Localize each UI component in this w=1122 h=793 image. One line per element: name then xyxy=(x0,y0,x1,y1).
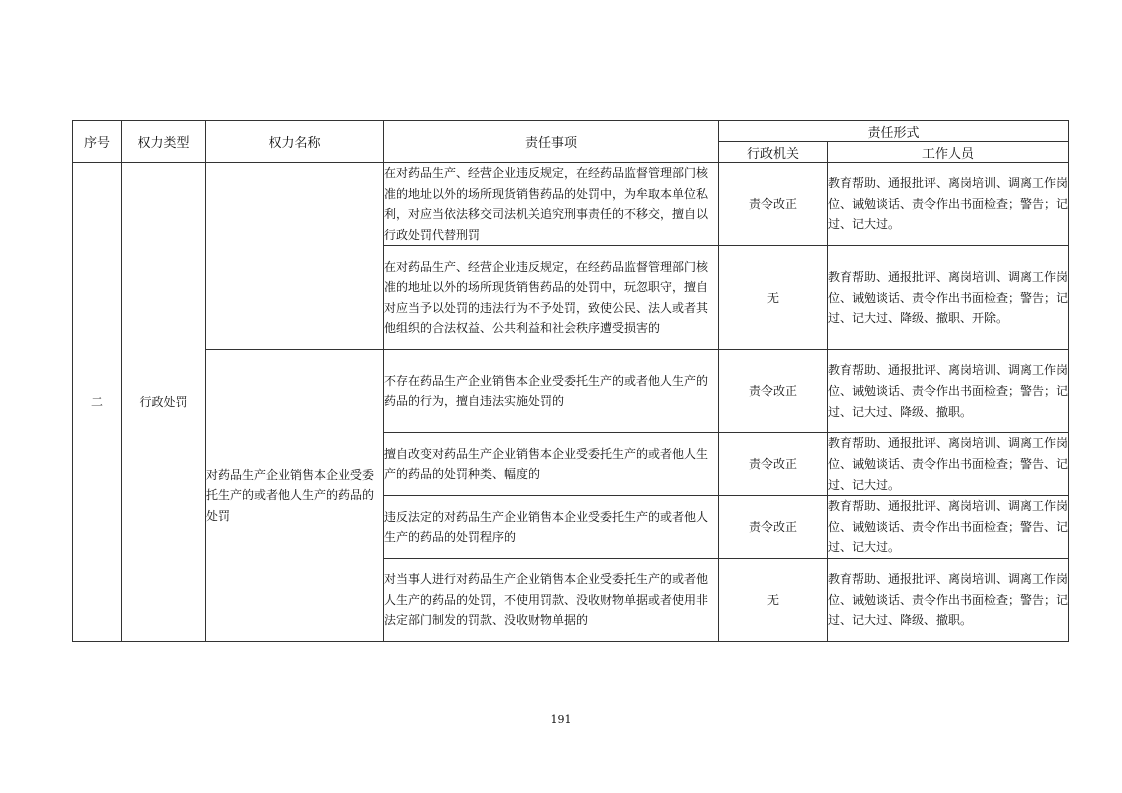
staff-form: 教育帮助、通报批评、离岗培训、调离工作岗位、诫勉谈话、责令作出书面检查；警告、记过、记大过。 xyxy=(828,433,1069,496)
power-name-cell: 对药品生产企业销售本企业受委托生产的或者他人生产的药品的处罚 xyxy=(206,350,384,642)
staff-form: 教育帮助、通报批评、离岗培训、调离工作岗位、诫勉谈话、责令作出书面检查；警告；记过、记大过、降级、撤职、开除。 xyxy=(828,246,1069,350)
responsibility-matter: 擅自改变对药品生产企业销售本企业受委托生产的或者他人生产的药品的处罚种类、幅度的 xyxy=(384,433,719,496)
staff-form: 教育帮助、通报批评、离岗培训、调离工作岗位、诫勉谈话、责令作出书面检查；警告；记过、记大过、降级、撤职。 xyxy=(828,350,1069,433)
group-power-type: 行政处罚 xyxy=(122,163,206,642)
header-staff: 工作人员 xyxy=(828,142,1069,163)
header-power-type: 权力类型 xyxy=(122,121,206,163)
table-row xyxy=(73,163,1069,246)
staff-form: 教育帮助、通报批评、离岗培训、调离工作岗位、诫勉谈话、责令作出书面检查；警告；记过、记大过。 xyxy=(828,163,1069,246)
header-form: 责任形式 xyxy=(719,121,1069,142)
table-row xyxy=(73,350,1069,433)
responsibility-matter: 在对药品生产、经营企业违反规定，在经药品监督管理部门核准的地址以外的场所现货销售药品的处罚中，玩忽职守，擅自对应当予以处罚的违法行为不予处罚，致使公民、法人或者其他组织的合法权益、公共利益和社会秩序遭受损害的 xyxy=(384,246,719,350)
responsibility-matter: 违反法定的对药品生产企业销售本企业受委托生产的或者他人生产的药品的处罚程序的 xyxy=(384,496,719,559)
power-name-empty xyxy=(206,163,384,350)
responsibility-matter: 对当事人进行对药品生产企业销售本企业受委托生产的或者他人生产的药品的处罚，不使用罚款、没收财物单据或者使用非法定部门制发的罚款、没收财物单据的 xyxy=(384,559,719,642)
agency-form: 责令改正 xyxy=(719,496,828,559)
agency-form: 责令改正 xyxy=(719,163,828,246)
responsibility-table xyxy=(72,120,1069,642)
staff-form: 教育帮助、通报批评、离岗培训、调离工作岗位、诫勉谈话、责令作出书面检查；警告、记过、记大过。 xyxy=(828,496,1069,559)
page-number: 191 xyxy=(550,713,572,726)
header-power-name: 权力名称 xyxy=(206,121,384,163)
agency-form: 责令改正 xyxy=(719,433,828,496)
header-matter: 责任事项 xyxy=(384,121,719,163)
group-seq: 二 xyxy=(73,163,122,642)
staff-form: 教育帮助、通报批评、离岗培训、调离工作岗位、诫勉谈话、责令作出书面检查；警告；记过、记大过、降级、撤职。 xyxy=(828,559,1069,642)
responsibility-matter: 不存在药品生产企业销售本企业受委托生产的或者他人生产的药品的行为，擅自违法实施处罚的 xyxy=(384,350,719,433)
agency-form: 责令改正 xyxy=(719,350,828,433)
agency-form: 无 xyxy=(719,559,828,642)
header-seq: 序号 xyxy=(73,121,122,163)
responsibility-matter: 在对药品生产、经营企业违反规定，在经药品监督管理部门核准的地址以外的场所现货销售药品的处罚中，为牟取本单位私利，对应当依法移交司法机关追究刑事责任的不移交，擅自以行政处罚代替刑罚 xyxy=(384,163,719,246)
agency-form: 无 xyxy=(719,246,828,350)
header-agency: 行政机关 xyxy=(719,142,828,163)
